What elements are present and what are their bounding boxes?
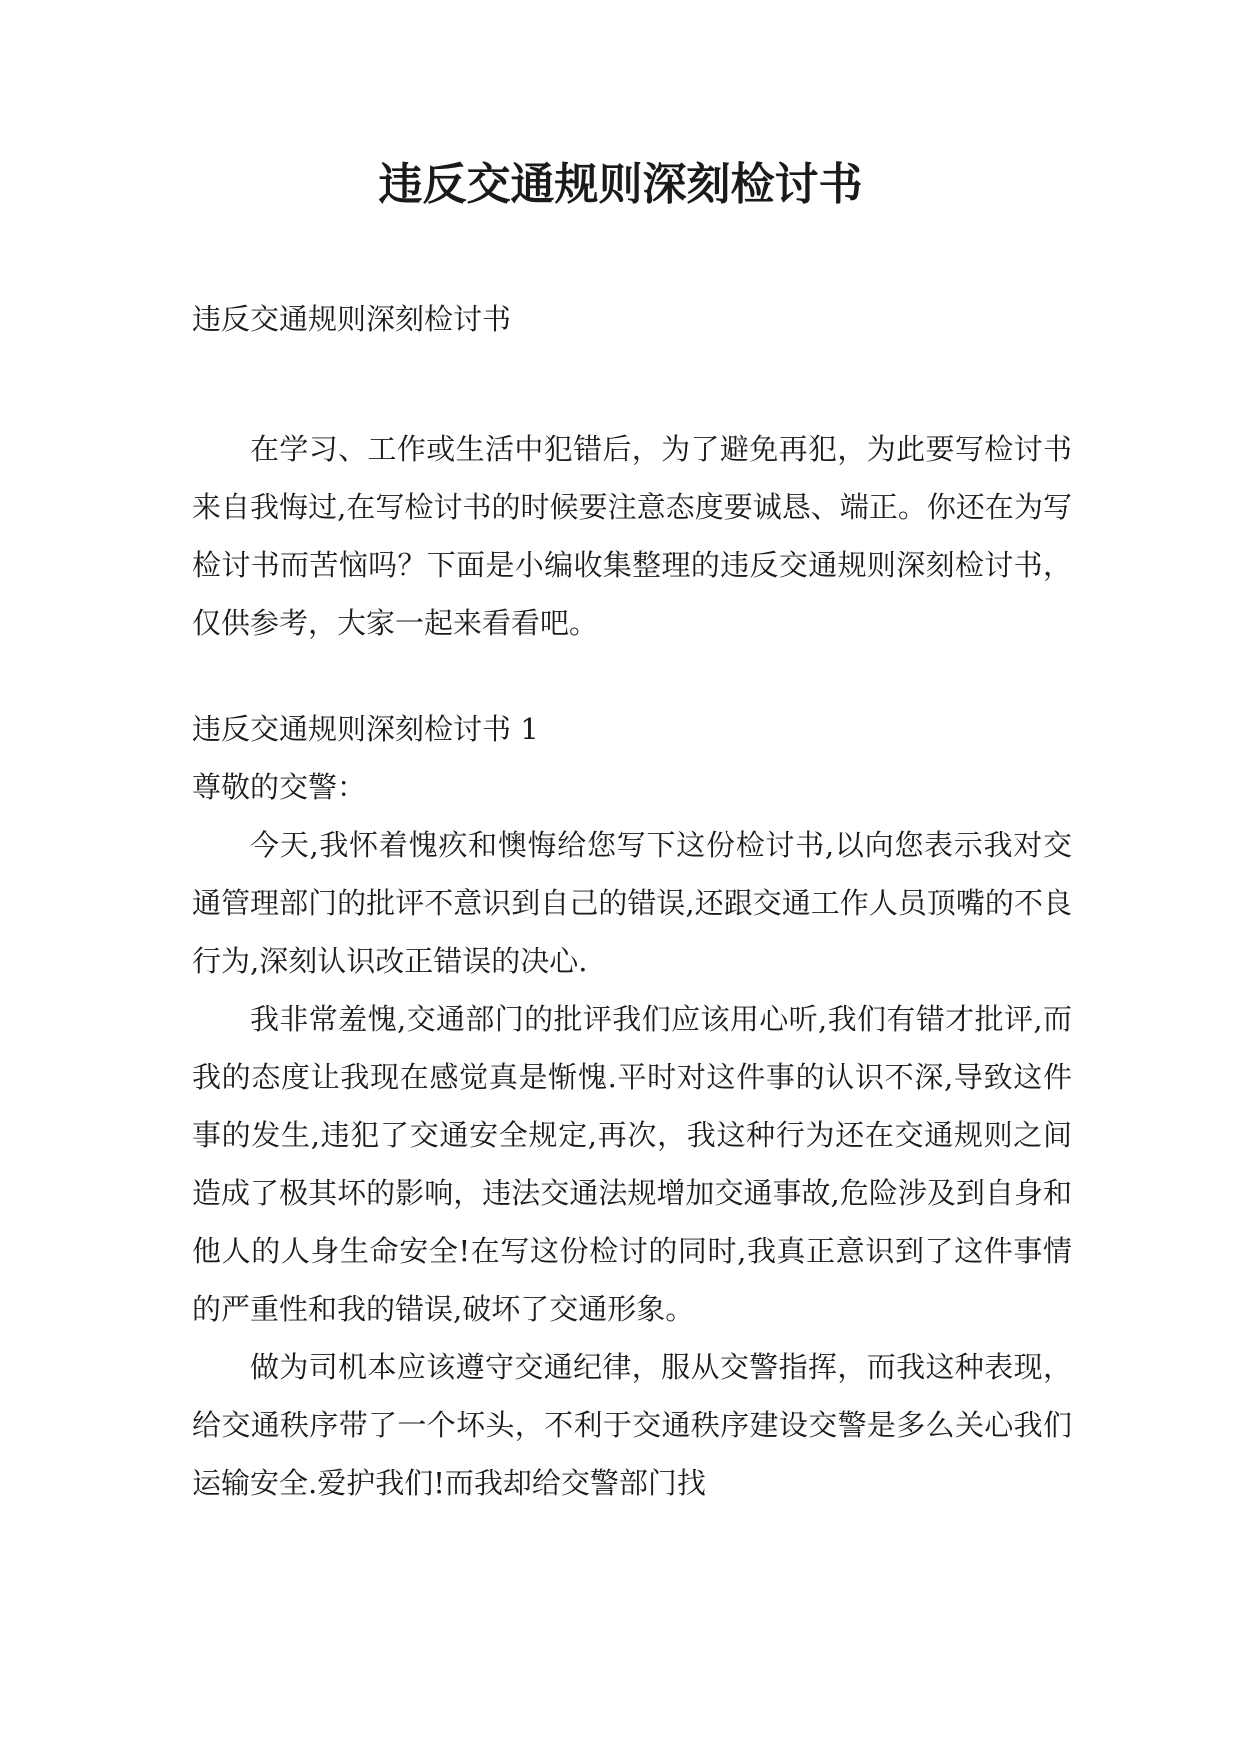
salutation: 尊敬的交警： xyxy=(192,770,367,804)
body-paragraph-2: 我非常羞愧,交通部门的批评我们应该用心听,我们有错才批评,而我的态度让我现在感觉真是惭愧.平时对这件事的认识不深,导致这件事的发生,违犯了交通安全规定,再次，我这种行为还在交通规则之间造成了极其坏的影响，违法交通法规增加交通事故,危险涉及到自身和他人的人身生命安全!在写这份检讨的同时,我真正意识到了这件事情的严重性和我的错误,破坏了交通形象。 xyxy=(192,1002,1072,1326)
document-subtitle: 违反交通规则深刻检讨书 xyxy=(192,302,512,336)
body-paragraph-1: 今天,我怀着愧疚和懊悔给您写下这份检讨书,以向您表示我对交通管理部门的批评不意识到自己的错误,还跟交通工作人员顶嘴的不良行为,深刻认识改正错误的决心. xyxy=(192,828,1072,978)
spacer xyxy=(192,652,1072,700)
document-title: 违反交通规则深刻检讨书 xyxy=(378,159,863,210)
body-paragraph-3: 做为司机本应该遵守交通纪律，服从交警指挥，而我这种表现，给交通秩序带了一个坏头，不利于交通秩序建设交警是多么关心我们运输安全.爱护我们!而我却给交警部门找 xyxy=(192,1350,1072,1500)
spacer xyxy=(192,348,1072,420)
document-body xyxy=(192,290,1072,1512)
section-heading: 违反交通规则深刻检讨书 1 xyxy=(192,712,539,746)
intro-paragraph: 在学习、工作或生活中犯错后，为了避免再犯，为此要写检讨书来自我悔过,在写检讨书的时候要注意态度要诚恳、端正。你还在为写检讨书而苦恼吗？下面是小编收集整理的违反交通规则深刻检讨书，仅供参考，大家一起来看看吧。 xyxy=(192,432,1072,640)
